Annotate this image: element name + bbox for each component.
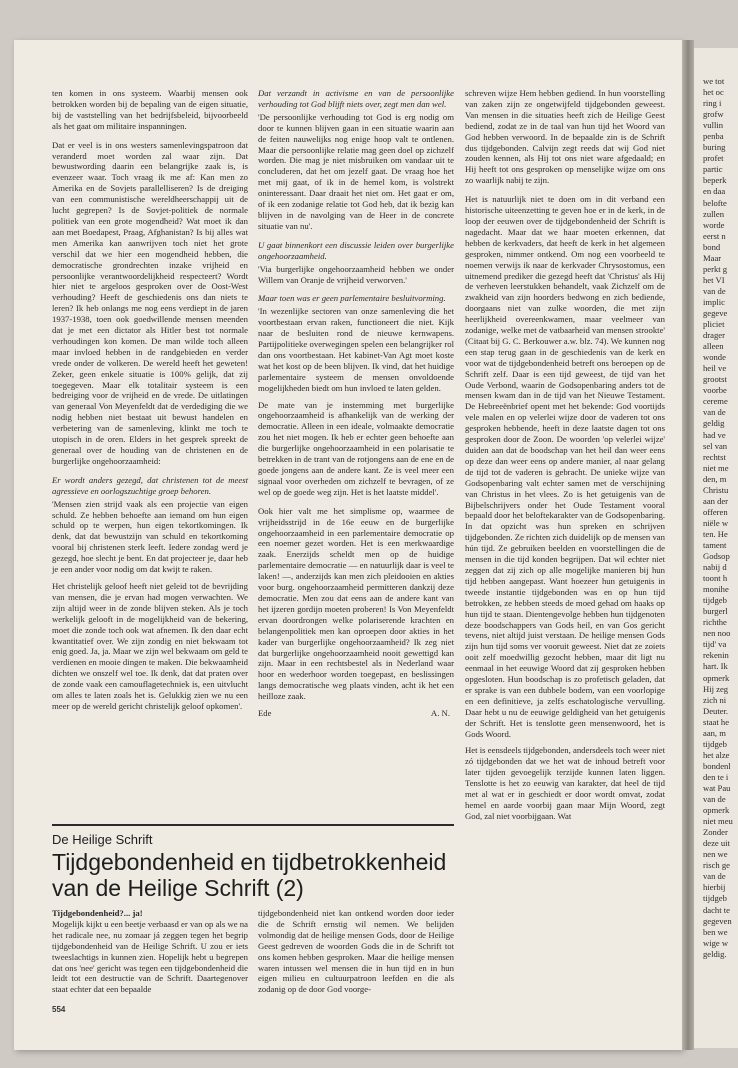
adjacent-page (694, 48, 738, 1048)
adjacent-page-line: zullen (703, 208, 724, 219)
adjacent-page-line: burgerl (703, 606, 728, 617)
adjacent-page-line: niet meu (703, 816, 733, 827)
paragraph: ten komen in ons systeem. Waarbij mensen ook betrokken worden bij de bepaling van de eigen situatie, bij de vaststelling van het bedrijfsbeleid, bijvoorbeeld als het gaat om militaire inspanningen. (52, 88, 248, 131)
adjacent-page-line: heil ve (703, 363, 727, 374)
adjacent-page-line: tament (703, 539, 727, 550)
paragraph: 'In wezenlijke sectoren van onze samenleving die het voortbestaan ervan raken, functioneert die niet. Kijk naar de besluiten rond de nieuwe kernwapens. Partijpolitieke overwegingen spelen een belangrijker rol dan ons voortbestaan. Het kabinet-Van Agt moet koste wat het kost op de been blijven. Ik vind, dat het huidige parlementaire systeem de mensen onvoldoende mogelijkheden biedt om hun invloed te laten gelden. (258, 306, 454, 393)
adjacent-page-line: tijdgeb (703, 893, 727, 904)
adjacent-page-line: bondenl (703, 760, 731, 771)
adjacent-page-line: van de (703, 794, 726, 805)
author-signature (258, 708, 454, 719)
adjacent-page-line: belofte (703, 197, 727, 208)
author-initials: A. N. (430, 708, 450, 719)
paragraph: tijdgebondenheid niet kan ontkend worden door ieder die de Schrift ernstig wil nemen. We belijden volmondig dat de heilige mensen Gods, door de Heilige Geest gedreven de woorden Gods die in de Schrift tot ons komen hebben gesproken. Maar die heilige mensen waren intussen wel mensen die in hun tijd en in hun eigen milieu en cultuurpatroon leefden en die als zodanig op de door God voorge- (258, 908, 454, 995)
adjacent-page-line: risch ge (703, 860, 730, 871)
adjacent-page-line: en daa (703, 186, 726, 197)
adjacent-page-line: aan, m (703, 727, 726, 738)
author-location: Ede (258, 708, 272, 719)
adjacent-page-line: alleen (703, 341, 724, 352)
adjacent-page-line: offeren (703, 506, 728, 517)
adjacent-page-line: Deuter. (703, 705, 729, 716)
adjacent-page-line: dacht te (703, 904, 730, 915)
adjacent-page-line: we tot (703, 76, 725, 86)
adjacent-page-line: vullin (703, 120, 724, 131)
adjacent-page-line: van de (703, 285, 726, 296)
section-divider (52, 824, 454, 826)
adjacent-page-line: bond (703, 241, 721, 252)
article-column-2 (258, 88, 454, 719)
adjacent-page-line: den te i (703, 771, 729, 782)
article-column-3 (465, 88, 665, 830)
adjacent-page-line: Hij zeg (703, 683, 729, 694)
adjacent-page-text (694, 48, 738, 960)
interview-question: U gaat binnenkort een discussie leiden over burgerlijke ongehoorzaamheid. (258, 239, 454, 261)
adjacent-page-line: penba (703, 131, 724, 142)
adjacent-page-line: partic (703, 164, 723, 175)
adjacent-page-line: grofw (703, 109, 724, 120)
adjacent-page-line: geldig. (703, 948, 727, 959)
adjacent-page-line: het VI (703, 274, 725, 285)
adjacent-page-line: ben we (703, 926, 728, 937)
adjacent-page-line: wige w (703, 937, 729, 948)
adjacent-page-line: aan der (703, 495, 729, 506)
adjacent-page-line: profet (703, 153, 724, 164)
adjacent-page-line: wonde (703, 352, 726, 363)
adjacent-page-line: eerst n (703, 230, 726, 241)
adjacent-page-line: grootst (703, 374, 727, 385)
article-column-5 (258, 908, 454, 1003)
adjacent-page-line: hart. Ik (703, 661, 728, 672)
adjacent-page-line: het oc (703, 87, 724, 98)
adjacent-page-line: perkt g (703, 263, 728, 274)
paragraph: De mate van je instemming met burgerlijke ongehoorzaamheid is afhankelijk van de werking der democratie. Alleen in een ideale, volmaakte democratie zou het niet mogen. Ik heb er echter geen behoefte aan die burgerlijke ongehoorzaamheid in een polarisatie te betrekken in de trant van de rotjongens aan de ene en de goede jongens aan de andere kant. Ze is veel meer een signaal voor overheden om zichzelf te bevragen, of ze wel op de goede weg zijn. Het is het laatste middel'. (258, 399, 454, 497)
paragraph: Het is eensdeels tijdgebonden, andersdeels toch weer niet zó tijdgebonden dat we het wat de inhoud betreft voor later tijden gevoegelijk terzijde kunnen laten liggen. Tenslotte is het zo eeuwig van karakter, dat heel de tijd met al wat er in geschiedt er door wordt omvat, zodat hemel en aarde voorbij gaan maar Mijn Woord, zegt God, zal niet voorbijgaan. Wat (465, 745, 665, 821)
adjacent-page-line: gegeve (703, 307, 728, 318)
article-column-1 (52, 88, 248, 720)
adjacent-page-line: pliciet (703, 319, 725, 330)
adjacent-page-line: nen noo (703, 628, 731, 639)
adjacent-page-line: beperk (703, 175, 727, 186)
paragraph: schreven wijze Hem hebben gediend. In hun voorstelling van zaken zijn ze ongetwijfeld tijdgebonden geweest. Van mensen in die situaties heeft zich de Heilige Geest bediend, zodat ze in de taal van hun tijd het Woord van God hebben verwoord. In de bepaalde zin is de Schrift dus tijdgebonden. Calvijn zegt reeds dat wij God niet zouden kennen, als Hij tot ons niet ware afgedaald; en Hij heeft tot ons gesproken op menselijke wijze om ons zo waarlijk nabij te zijn. (465, 88, 665, 186)
paragraph: Mogelijk kijkt u een beetje verbaasd er van op als we na het radicale nee, nu zomaar já zeggen tegen het begrip tijdgebondenheid van de Heilige Schrift. U zou er iets tweeslachtigs in kunnen zien. Hopelijk hebt u begrepen dat ons 'nee' gericht was tegen een tijdgebondenheid die leidt tot een destructie van de Schrift. Daartegenover staat echter dat een bepaalde (52, 918, 248, 995)
adjacent-page-line: wat Pau (703, 783, 731, 793)
paragraph: 'De persoonlijke verhouding tot God is erg nodig om door te kunnen blijven gaan in een situatie waarin aan de feiten nauwelijks nog enige hoop valt te ontlenen. Maar die persoonlijke relatie mag geen doel op zichzelf worden. Die mag je niet misbruiken om vandaar uit te concluderen, dat het om jezelf gaat. De vraag hoe het met mij gaat, of ik in de hemel kom, is volstrekt oninteressant. Daar draait het niet om. Het gaat er om, of ik een zodanige relatie tot God heb, dat ik bezig kan blijven in de navolging van de Heer in de concrete situatie van nu'. (258, 111, 454, 231)
article-column-4 (52, 908, 248, 1003)
article-title: Tijdgebondenheid en tijdbetrokkenheid van de Heilige Schrift (2) (52, 849, 447, 901)
interview-question: Maar toen was er geen parlementaire besluitvorming. (258, 293, 446, 304)
series-label: De Heilige Schrift (52, 832, 153, 847)
adjacent-page-line: toont h (703, 573, 728, 584)
paragraph: 'Mensen zien strijd vaak als een projectie van eigen schuld. Ze hebben behoefte aan iemand om hun eigen schuld op te werpen, hun eigen tekortkomingen. Ik denk, dat dat bewustzijn van schuld en tekortkoming vooral bij christenen sterk leeft. Iedere zondag werd je gezegd, hoe slecht je bent. En dat projecteer je, daar heb je een ander voor nodig om dat kwijt te raken. (52, 498, 248, 575)
adjacent-page-line: niële w (703, 517, 729, 528)
adjacent-page-line: buring (703, 142, 726, 153)
adjacent-page-line: tijd' va (703, 639, 727, 650)
adjacent-page-line: het alze (703, 749, 730, 760)
paragraph: Het christelijk geloof heeft niet geleid tot de bevrijding van mensen, die je ervan had mogen verwachten. We zijn altijd weer in de zonde blijven steken. Als je toch werkelijk gelooft in de mogelijkheid van de bekering, moet die zonde toch ook wat afnemen. Ik den daar echt kwantitatief over. We zijn zondig en niet bekwaam tot enig goed. Ja, ja. Maar we zijn wel bekwaam om geld te verdienen en mooie dingen te maken. Die bekwaamheid dichten we onszelf wel toe. Ik denk, dat dat praten over de zonde vaak een camouflagetechniek is, een uitvlucht om alles te laten zoals het is. Gelukkig zien we nu een meer op de wereld gericht christelijk geloof opkomen'. (52, 580, 248, 711)
adjacent-page-line: opmerk (703, 672, 730, 683)
adjacent-page-line: den, m (703, 473, 727, 484)
adjacent-page-line: zich ni (703, 694, 727, 705)
adjacent-page-line: Godsop (703, 551, 730, 562)
adjacent-page-line: niet me (703, 462, 729, 473)
adjacent-page-line: implic (703, 296, 725, 307)
adjacent-page-line: rekenin (703, 650, 729, 661)
interview-question: Dat verzandt in activisme en van de persoonlijke verhouding tot God blijft niets over, zegt men dan wel. (258, 88, 454, 109)
adjacent-page-line: monihe (703, 584, 729, 595)
adjacent-page-line: tijdgeb (703, 595, 727, 606)
interview-question: Er wordt anders gezegd, dat christenen tot de meest agressieve en oorlogszuchtige groep behoren. (52, 474, 248, 496)
adjacent-page-line: van de (703, 871, 726, 882)
adjacent-page-line: geldig (703, 418, 725, 429)
adjacent-page-line: deze uit (703, 838, 730, 849)
adjacent-page-line: hierbij (703, 882, 726, 893)
adjacent-page-line: rechtst (703, 451, 726, 462)
adjacent-page-line: opmerk (703, 805, 730, 816)
paragraph: 'Via burgerlijke ongehoorzaamheid hebben we onder Willem van Oranje de vrijheid verworven.' (258, 263, 454, 285)
adjacent-page-line: ten. He (703, 528, 728, 539)
adjacent-page-line: Maar (703, 252, 722, 263)
adjacent-page-line: van de (703, 407, 726, 418)
page-number: 554 (52, 1005, 66, 1014)
paragraph: Dat er veel is in ons westers samenlevingspatroon dat veranderd moet worden zal waar zijn. Dat bewustwording daarin een belangrijke zaak is, is evenzeer waar. Toch vraag ik me af: Kan men zo Amerika en de Sovjets parallelliseren? Is de dreiging van een communistische wereldheerschappij uit de lucht gegrepen? Is de Sovjet-politiek de normale politiek van een grote mogendheid? Wat moet ik dan aan met Boedapest, Praag, Afghanistan? Is bij alles wat men Amerika kan aanwrijven toch niet het grote verschil dat we hier een mogendheid hebben, die democratische grondrechten inzake vrijheid en persoonlijke verantwoordelijkheid respecteert? Wordt hier niet te argeloos gesproken over de Oost-West verhouding? Heeft de geschiedenis ons dan niets te leren? Ik heb onlangs me nog eens verdiept in de jaren 1937-1938, toen ook goedwillende mensen meenden dat je met een dictator als Hitler best tot normale verhoudingen kon komen. De man wilde toch alleen maar invloed hebben in de randgebieden en verder vrede onder de volkeren. De wereld heeft het geweten! Zeker, geen enkele situatie is 100% gelijk, dat zij toegegeven. Maar elk totalitair systeem is een bedreiging voor de vrijheid en de vrede. De uitlatingen van generaal Von Meyenfeldt dat de verdediging die we nodig hebben niet bestaat uit bewust handelen en verbetering van de samenleving, klinkt me toch te utopisch in de oren. Elders in het gesprek spreekt de generaal over de houding van de christenen en de burgerlijke ongehoorzaamheid: (52, 139, 248, 466)
adjacent-page-line: nabij d (703, 562, 727, 573)
adjacent-page-line: sel van (703, 440, 728, 451)
paragraph: Ook hier valt me het simplisme op, waarmee de vrijheidsstrijd in de 16e eeuw en de burgerlijke ongehoorzaamheid in een parlementaire democratie op een noemer gezet worden. Het is een merkwaardige zaak. Enerzijds scheldt men op de huidige parlementaire democratie — en natuurlijk daar is veel te laken! —, anderzijds kan men zich pleidooien en akties voor burg. ongehoorzaamheid permitteren dankzij deze democratie. Men zou dat eens aan de andere kant van het ijzeren gordijn moeten proberen! Is Von Meyenfeldt ervan doordrongen welke polariserende krachten en belangenpolitiek men kan oproepen door akties in het kader van burgerlijke ongehoorzaamheid? Ik zeg niet dat burgerlijke ongehoorzaamheid nooit gewettigd kan zijn. Maar in een rechtsbestel als in Nederland waar hoor en wederhoor worden toegepast, en beslissingen langs democratische weg plaats vinden, acht ik het een heilloze zaak. (258, 505, 454, 702)
adjacent-page-line: Christu (703, 484, 729, 495)
adjacent-page-line: Zonder (703, 827, 728, 838)
paragraph: Het is natuurlijk niet te doen om in dit verband een historische uiteenzetting te geven hoe er in de kerk, in de loop der eeuwen over de tijdgebondenheid der Schrift is nagedacht. Maar dat we haar moeten erkennen, dat hebben de kerkvaders, dat heeft de kerk in het algemeen gesproken, nimmer ontkend. Om nog een voorbeeld te noemen verwijs ik naar de kerkvader Chrysostomus, een uitnemend prediker die gezegd heeft dat 'Christus' als Hij de verheven leerstukken behandelt, vaak Zichzelf om de zwakheid van zijn hoorders bedwong en zich bediende, doorgaans niet van zulke woorden, die met zijn heerlijkheid overeenkwamen, maar veelmeer van zodanige, welke met de vatbaarheid van mensen strookte' (Citaat bij G. C. Berkouwer a.w. blz. 74). We kunnen nog een stap terug gaan in de geschiedenis van de kerk en voor wat de tijdgebondenheid betreft ons beroepen op de Schrift zelf. Daar is een tijd geweest, de tijd van het Oude Verbond, waarin de Godsopenbaring anders tot de mensen kwam dan in de tijd van het Nieuwe Testament. De Hebreeënbrief opent met het bekende: God voortijds vele malen en op velerlei wijze door de vaderen tot ons gesproken hebbende, heeft in deze laatste dagen tot ons gesproken door de Zoon. De woorden 'op velerlei wijze' duiden aan dat de boodschap van het heil dan weer eens op deze dan weer eens op andere manier, al naar gelang de tijd tot de vaderen is gebracht. De unieke wijze van Godsopenbaring valt echter samen met de verschijning van Christus in het vlees. Zo is het getuigenis van de Bijbelschrijvers onder het Oude Testament vooral bepaald door het beloftekarakter van de Godsopenbaring. In dat opzicht was hun spreken en schrijven tijdgebonden. Ze richten zich duidelijk op de mensen van hún tijd. Ze gebruiken beelden en voorstellingen die de mensen in die tijd konden begrijpen. Dat wil echter niet zeggen dat zij zich op alle mogelijke manieren bij hun tijd hebben aangepast. Want hoezeer hun getuigenis in tweede instantie tijdgebonden was en op hun tijd betrokken, ze hebben steeds de moed gehad om haaks op hun tijd te staan. Dientengevolge hebben hun tijdgenoten deze boodschappers van Gods heil, en van Gos gericht tevens, niet altijd juist verstaan. De heilige mensen Gods zijn hun tijd soms ver vooruit geweest. Niet dat ze zoiets ooit zelf moedwillig gezocht hebben, maar dit ligt nu eenmaal in het eeuwige Woord dat zij gesproken hebben opgesloten. Hun boodschap is zo profetisch geladen, dat er sprake is van een dubbele bodem, van een voorlopige en een definitieve, ja zelfs eschatologische vervulling. Daar hebt u nu de eeuwige geldigheid van het getuigenis der Schrift. Het is tenslotte geen mensenwoord, het is Gods Woord. (465, 194, 665, 739)
adjacent-page-line: ring i (703, 98, 722, 109)
page-spine (682, 40, 694, 1050)
adjacent-page-line: cereme (703, 396, 728, 407)
adjacent-page-line: nen we (703, 849, 728, 860)
adjacent-page-line: gegeven (703, 915, 732, 926)
adjacent-page-line: drager (703, 330, 725, 341)
adjacent-page-line: richthe (703, 617, 727, 628)
adjacent-page-line: voorbe (703, 385, 727, 396)
lead-heading: Tijdgebondenheid?... ja! (52, 908, 143, 918)
adjacent-page-line: staat he (703, 716, 730, 727)
adjacent-page-line: had ve (703, 429, 726, 440)
adjacent-page-line: tijdgeb (703, 738, 727, 749)
adjacent-page-line: worde (703, 219, 725, 230)
